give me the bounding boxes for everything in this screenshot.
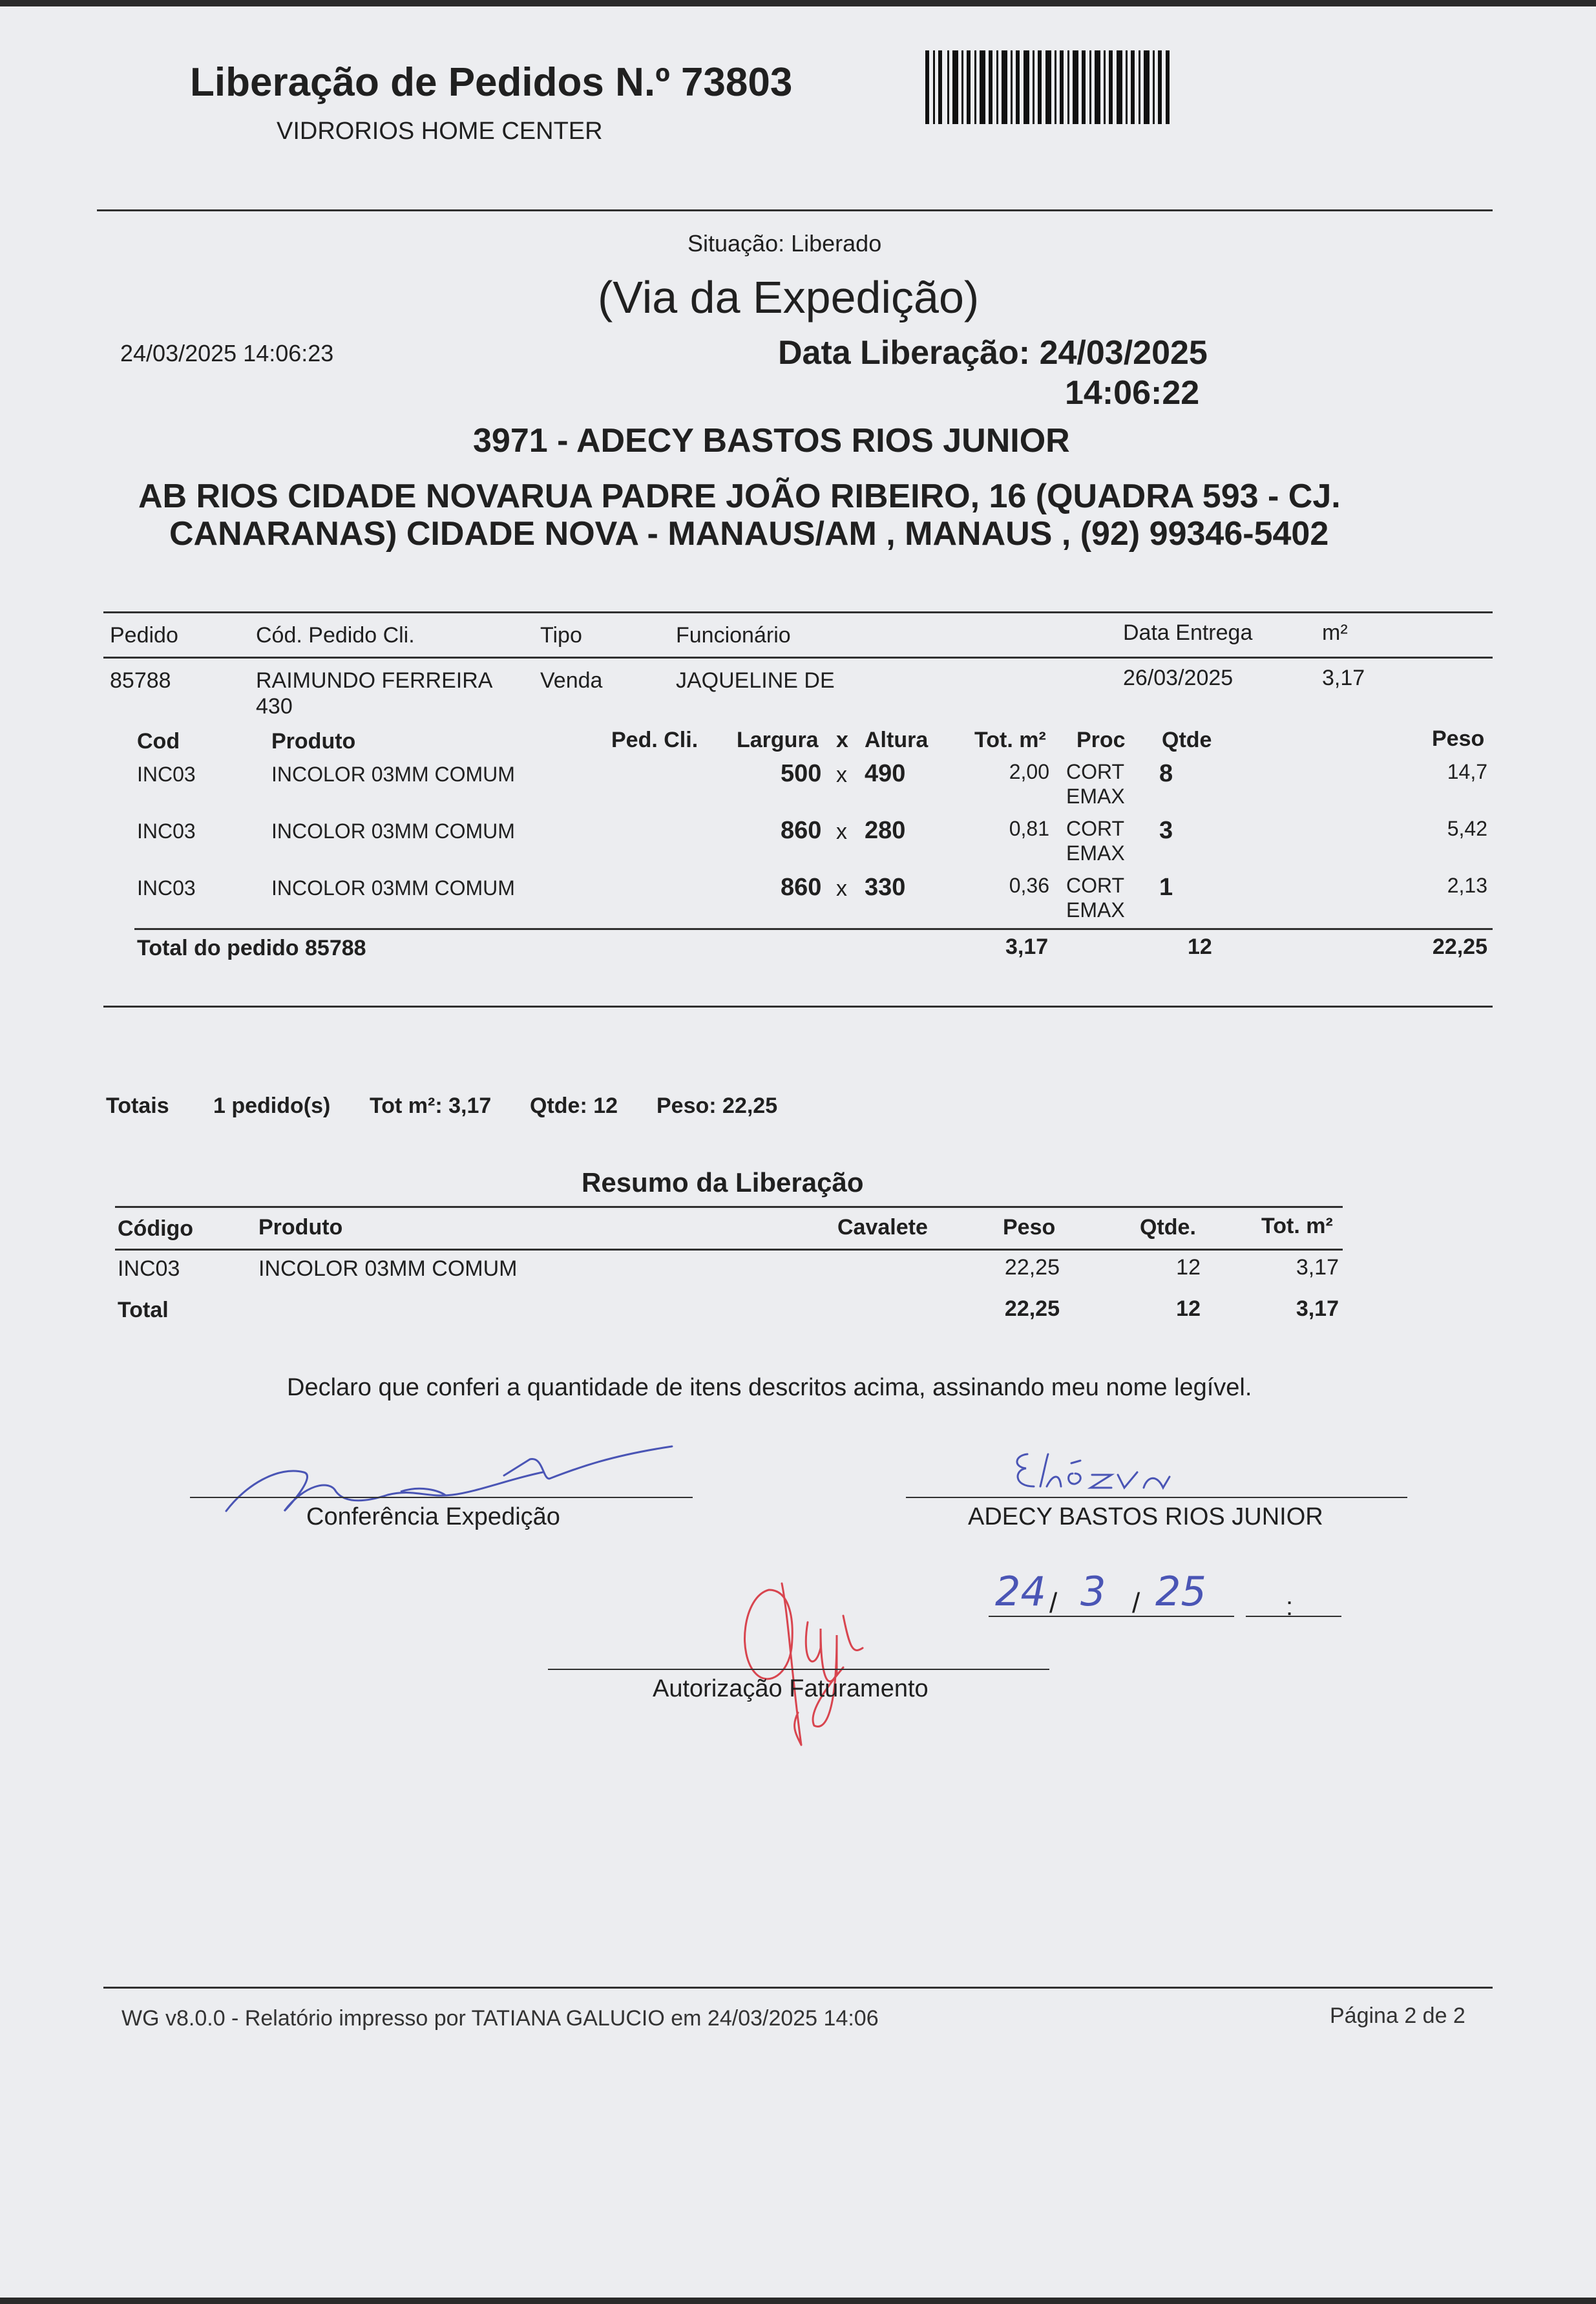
item-2-proc-line2: EMAX <box>1066 841 1125 865</box>
summary-top-rule <box>115 1206 1343 1208</box>
printed-timestamp: 24/03/2025 14:06:23 <box>120 340 334 366</box>
time-underline <box>1246 1616 1341 1617</box>
declaration-text: Declaro que conferi a quantidade de itens descritos acima, assinando meu nome legível. <box>287 1374 1252 1401</box>
summary-row-codigo: INC03 <box>118 1256 180 1281</box>
order-tipo: Venda <box>540 668 603 693</box>
summary-row-produto: INCOLOR 03MM COMUM <box>258 1256 518 1281</box>
order-table-header-rule <box>103 657 1493 659</box>
via-label: (Via da Expedição) <box>598 272 980 322</box>
autorizacao-line <box>548 1669 1049 1670</box>
items-header-proc: Proc <box>1076 728 1126 752</box>
items-header-ped-cli: Ped. Cli. <box>611 728 698 752</box>
item-1-qtde: 8 <box>1159 760 1173 787</box>
release-time: 14:06:22 <box>1065 374 1200 412</box>
item-1-largura: 500 <box>781 760 822 787</box>
items-total-rule <box>134 928 1493 930</box>
summary-header-tot-m2: Tot. m² <box>1261 1214 1333 1238</box>
item-2-tot-m2: 0,81 <box>1009 817 1049 840</box>
summary-total-label: Total <box>118 1298 169 1322</box>
items-header-altura: Altura <box>865 728 929 752</box>
summary-row-qtde: 12 <box>1176 1255 1201 1280</box>
summary-header-cavalete: Cavalete <box>837 1215 928 1240</box>
item-2-proc-line1: CORT <box>1066 817 1125 840</box>
summary-header-peso: Peso <box>1003 1215 1056 1240</box>
barcode <box>925 50 1170 124</box>
item-3-tot-m2: 0,36 <box>1009 874 1049 897</box>
item-2-cod: INC03 <box>137 819 196 843</box>
order-cod-cli-line2: 430 <box>256 694 293 719</box>
item-1-produto: INCOLOR 03MM COMUM <box>271 763 515 786</box>
items-total-m2: 3,17 <box>1005 935 1049 959</box>
footer-print-info: WG v8.0.0 - Relatório impresso por TATIANA GALUCIO em 24/03/2025 14:06 <box>121 2006 879 2031</box>
item-3-proc-line1: CORT <box>1066 874 1125 897</box>
summary-row-tot-m2: 3,17 <box>1296 1255 1339 1280</box>
items-total-peso: 22,25 <box>1432 935 1487 959</box>
handwritten-year: 25 <box>1155 1568 1206 1615</box>
item-2-largura: 860 <box>781 817 822 844</box>
client-signature-name: ADECY BASTOS RIOS JUNIOR <box>968 1503 1323 1530</box>
footer-page-number: Página 2 de 2 <box>1330 2003 1465 2028</box>
scan-bottom-edge <box>0 2298 1596 2304</box>
item-1-tot-m2: 2,00 <box>1009 760 1049 783</box>
items-table-bottom-rule <box>103 1006 1493 1008</box>
header-divider <box>97 209 1493 211</box>
date-separator-1: / <box>1049 1587 1058 1619</box>
totals-pedidos: 1 pedido(s) <box>213 1094 331 1118</box>
items-header-qtde: Qtde <box>1162 728 1212 752</box>
item-2-peso: 5,42 <box>1447 817 1487 840</box>
item-2-qtde: 3 <box>1159 817 1173 844</box>
address-line-1: AB RIOS CIDADE NOVARUA PADRE JOÃO RIBEIRO, 16 (QUADRA 593 - CJ. <box>138 478 1341 515</box>
handwritten-month: 3 <box>1080 1568 1106 1615</box>
item-3-x: x <box>836 876 847 901</box>
items-total-label: Total do pedido 85788 <box>137 936 366 960</box>
item-2-x: x <box>836 819 847 844</box>
date-separator-2: / <box>1132 1587 1140 1619</box>
order-m2: 3,17 <box>1322 666 1365 690</box>
totals-peso: Peso: 22,25 <box>656 1094 778 1118</box>
client-name: 3971 - ADECY BASTOS RIOS JUNIOR <box>473 422 1070 460</box>
order-header-m2: m² <box>1322 620 1348 645</box>
items-header-cod: Cod <box>137 729 180 754</box>
item-1-proc-line2: EMAX <box>1066 785 1125 808</box>
items-total-qtde: 12 <box>1188 935 1212 959</box>
summary-header-produto: Produto <box>258 1215 343 1240</box>
items-header-produto: Produto <box>271 729 356 754</box>
item-1-altura: 490 <box>865 760 906 787</box>
item-1-proc-line1: CORT <box>1066 760 1125 783</box>
item-1-cod: INC03 <box>137 763 196 786</box>
totals-m2: Tot m²: 3,17 <box>370 1094 492 1118</box>
order-header-data-entrega: Data Entrega <box>1123 620 1253 645</box>
order-header-pedido: Pedido <box>110 623 178 648</box>
items-header-x: x <box>836 728 848 752</box>
item-2-altura: 280 <box>865 817 906 844</box>
item-3-proc-line2: EMAX <box>1066 898 1125 922</box>
item-1-peso: 14,7 <box>1447 760 1487 783</box>
client-signature <box>1008 1441 1228 1499</box>
item-3-altura: 330 <box>865 874 906 901</box>
company-name: VIDRORIOS HOME CENTER <box>277 118 603 145</box>
scan-top-edge <box>0 0 1596 6</box>
order-header-cod-cli: Cód. Pedido Cli. <box>256 623 415 648</box>
autorizacao-signature <box>724 1577 892 1758</box>
item-3-peso: 2,13 <box>1447 874 1487 897</box>
item-2-produto: INCOLOR 03MM COMUM <box>271 819 515 843</box>
summary-total-qtde: 12 <box>1176 1296 1201 1321</box>
release-date: Data Liberação: 24/03/2025 <box>778 334 1208 372</box>
summary-header-rule <box>115 1249 1343 1251</box>
order-header-funcionario: Funcionário <box>676 623 791 648</box>
conferencia-line <box>190 1497 693 1498</box>
item-1-x: x <box>836 763 847 787</box>
order-cod-cli-line1: RAIMUNDO FERREIRA <box>256 668 493 693</box>
client-signature-line <box>906 1497 1407 1498</box>
page-title: Liberação de Pedidos N.º 73803 <box>190 60 793 105</box>
item-3-qtde: 1 <box>1159 874 1173 901</box>
footer-rule <box>103 1987 1493 1989</box>
totals-label: Totais <box>106 1094 169 1118</box>
items-header-peso: Peso <box>1432 726 1485 751</box>
conferencia-label: Conferência Expedição <box>306 1503 560 1530</box>
order-pedido: 85788 <box>110 668 171 693</box>
situation: Situação: Liberado <box>688 230 882 257</box>
address-line-2: CANARANAS) CIDADE NOVA - MANAUS/AM , MANAUS , (92) 99346-5402 <box>169 515 1329 553</box>
items-header-tot-m2: Tot. m² <box>974 728 1046 752</box>
order-table-top-rule <box>103 611 1493 613</box>
time-colon: : <box>1286 1592 1294 1621</box>
handwritten-day: 24 <box>995 1568 1046 1615</box>
totals-qtde: Qtde: 12 <box>530 1094 618 1118</box>
item-3-cod: INC03 <box>137 876 196 900</box>
summary-title: Resumo da Liberação <box>582 1167 864 1198</box>
summary-row-peso: 22,25 <box>1004 1255 1060 1280</box>
summary-header-codigo: Código <box>118 1216 194 1241</box>
order-data-entrega: 26/03/2025 <box>1123 666 1234 690</box>
order-header-tipo: Tipo <box>540 623 582 648</box>
date-underline <box>989 1616 1234 1617</box>
summary-total-peso: 22,25 <box>1004 1296 1060 1321</box>
autorizacao-label: Autorização Faturamento <box>653 1675 929 1702</box>
items-header-largura: Largura <box>737 728 819 752</box>
item-3-produto: INCOLOR 03MM COMUM <box>271 876 515 900</box>
order-funcionario: JAQUELINE DE <box>676 668 835 693</box>
summary-header-qtde: Qtde. <box>1140 1215 1196 1240</box>
summary-total-tot-m2: 3,17 <box>1296 1296 1339 1321</box>
item-3-largura: 860 <box>781 874 822 901</box>
